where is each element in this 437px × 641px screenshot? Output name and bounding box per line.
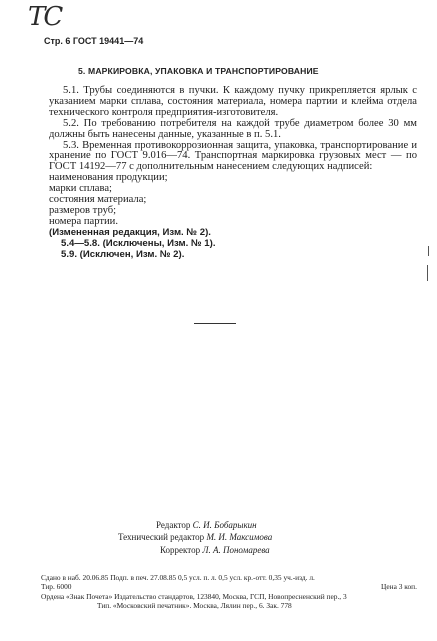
- page-header: Стр. 6 ГОСТ 19441—74: [44, 36, 144, 46]
- editor-label: Редактор: [156, 520, 191, 530]
- handwritten-mark: ТС: [28, 2, 62, 32]
- paragraph-5-1: 5.1. Трубы соединяются в пучки. К каждому пучку прикрепляется ярлык с указанием марки сплава, состояния материала, номера партии и клейма отдела технического контроля предприятия-изготовителя.: [49, 85, 417, 118]
- publisher-line: Ордена «Знак Почета» Издательство стандартов, 123840, Москва, ГСП, Новопресненский пер., 3: [41, 592, 347, 602]
- editor-name: С. И. Бобарыкин: [192, 520, 257, 530]
- section-body: [49, 86, 417, 261]
- list-item: наименования продукции;: [49, 172, 168, 184]
- corrector-name: Л. А. Пономарева: [202, 544, 270, 555]
- editors-credits: [118, 519, 378, 556]
- tech-editor-name: М. И. Максимова: [206, 532, 273, 543]
- tech-editor-line: [118, 531, 378, 543]
- printing-imprint: [41, 574, 417, 610]
- imprint-line: Сдано в наб. 20.06.85 Подп. в печ. 27.08.85 0,5 усл. п. л. 0,5 усл. кр.-отт. 0,35 уч.-изд. л.: [41, 573, 315, 582]
- amendment-note: 5.9. (Исключен, Изм. № 2).: [61, 248, 185, 260]
- section-title: 5. МАРКИРОВКА, УПАКОВКА И ТРАНСПОРТИРОВАНИЕ: [78, 66, 319, 76]
- paragraph-5-3: 5.3. Временная противокоррозионная защита, упаковка, транспортирование и хранение по ГОСТ 9.016—74. Транспортная маркировка грузовых мест — по ГОСТ 14192—77 с дополнительным нанесением следующих надписей:: [49, 139, 417, 173]
- tech-editor-label: Технический редактор: [118, 532, 205, 543]
- list-item: размеров труб;: [49, 204, 117, 216]
- amendment-note: (Измененная редакция, Изм. № 2).: [49, 226, 211, 238]
- corrector-line: [118, 544, 378, 556]
- margin-mark: [428, 246, 429, 256]
- list-item: состояния материала;: [49, 194, 147, 206]
- price: Цена 3 коп.: [381, 581, 417, 591]
- paragraph-5-2: 5.2. По требованию потребителя на каждой трубе диаметром более 30 мм должны быть нанесены данные, указанные в п. 5.1.: [49, 117, 417, 140]
- amendment-note: 5.4—5.8. (Исключены, Изм. № 1).: [61, 237, 216, 249]
- print-run: Тир. 6000: [41, 581, 72, 591]
- section-end-rule: [194, 323, 236, 324]
- margin-mark: [427, 265, 428, 281]
- corrector-label: Корректор: [160, 544, 201, 555]
- printer-line: Тип. «Московский печатник». Москва, Лялин пер., 6. Зак. 778: [97, 600, 292, 610]
- imprint-line: [41, 583, 417, 592]
- list-item: марки сплава;: [49, 183, 112, 195]
- list-item: номера партии.: [49, 215, 118, 227]
- editor-line: [118, 519, 378, 531]
